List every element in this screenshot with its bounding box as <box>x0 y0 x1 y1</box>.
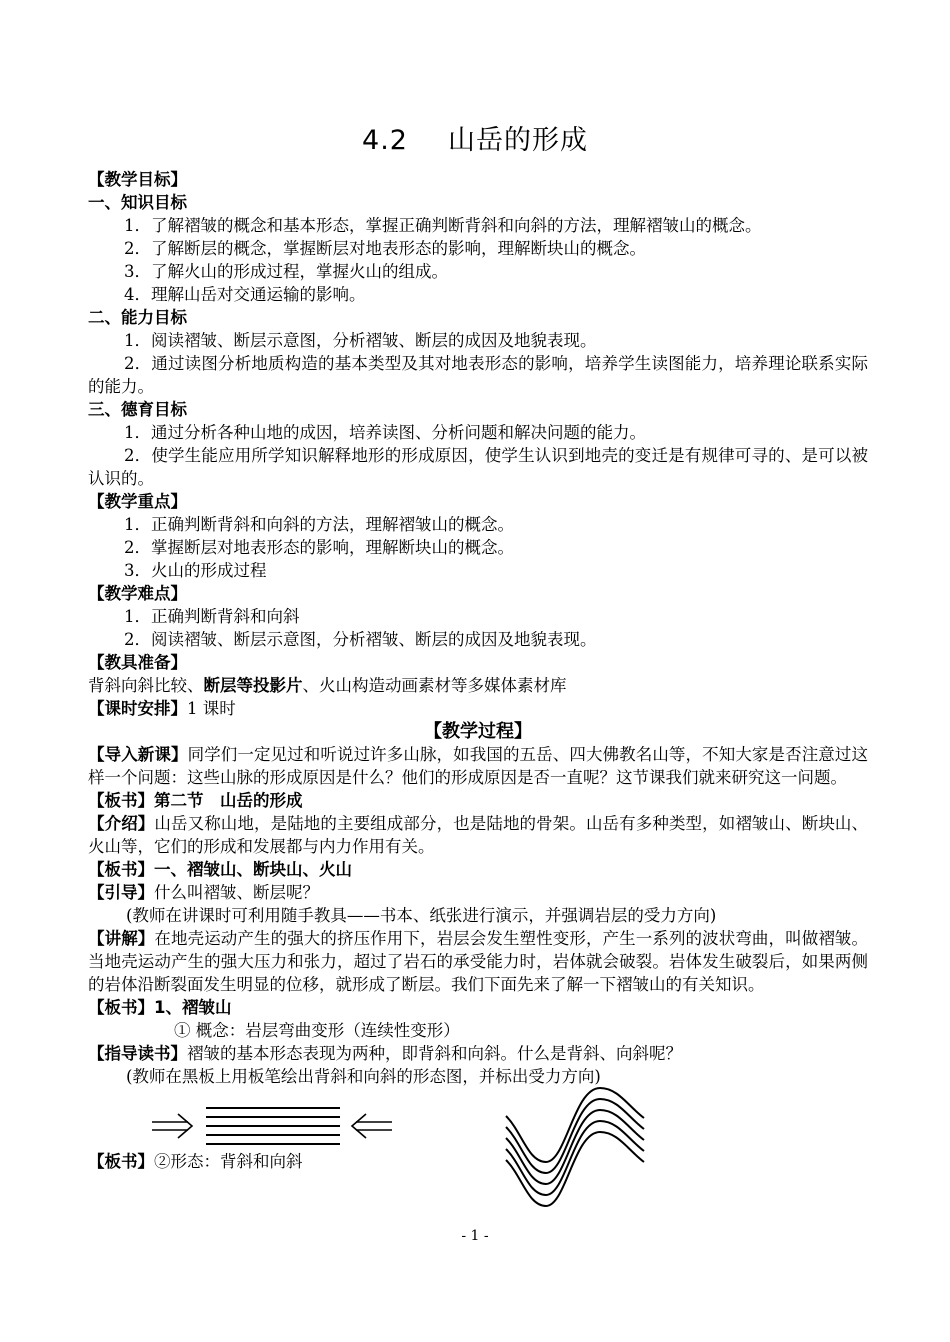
guide-note: (教师在讲课时可利用随手教具——书本、纸张进行演示，并强调岩层的受力方向) <box>126 906 717 925</box>
section-goals: 【教学目标】 <box>88 170 187 189</box>
read-note: (教师在黑板上用板笔绘出背斜和向斜的形态图，并标出受力方向) <box>126 1067 601 1086</box>
schedule-line <box>88 697 868 720</box>
figure-row <box>88 1094 868 1184</box>
section-process: 【教学过程】 <box>424 721 532 742</box>
horizontal-strata-figure <box>148 1102 398 1154</box>
key-item: 1．正确判断背斜和向斜的方法，理解褶皱山的概念。 <box>124 515 514 534</box>
moral-item: 1．通过分析各种山地的成因，培养读图、分析问题和解决问题的能力。 <box>124 423 646 442</box>
schedule-value: 1 课时 <box>187 699 236 718</box>
knowledge-item: 2．了解断层的概念，掌握断层对地表形态的影响，理解断块山的概念。 <box>124 239 646 258</box>
left-arrow-icon <box>352 1114 392 1138</box>
concept-line: ① 概念：岩层弯曲变形（连续性变形） <box>174 1021 460 1040</box>
guide-line: 【引导】什么叫褶皱、断层呢？ <box>88 883 319 902</box>
moral-item: 2．使学生能应用所学知识解释地形的形成原因，使学生认识到地壳的变迁是有规律可寻的、是可以被认识的。 <box>88 446 868 488</box>
explain-paragraph: 【讲解】在地壳运动产生的强大的挤压作用下，岩层会发生塑性变形，产生一系列的波状弯曲，叫做褶皱。当地壳运动产生的强大压力和张力，超过了岩石的承受能力时，岩体就会破裂。岩体发生破裂后，如果两侧的岩体沿断裂面发生明显的位移，就形成了断层。我们下面先来了解一下褶皱山的有关知识。 <box>88 929 869 994</box>
right-arrow-icon <box>152 1114 192 1138</box>
section-knowledge: 一、知识目标 <box>88 193 187 212</box>
folded-strata-figure <box>500 1078 650 1210</box>
knowledge-item: 1．了解褶皱的概念和基本形态，掌握正确判断背斜和向斜的方法，理解褶皱山的概念。 <box>124 216 762 235</box>
folded-rock-layers <box>506 1088 644 1206</box>
board-line-4: 【板书】②形态：背斜和向斜 <box>88 1152 303 1171</box>
section-ability: 二、能力目标 <box>88 308 187 327</box>
intro-paragraph: 【导入新课】同学们一定见过和听说过许多山脉，如我国的五岳、四大佛教名山等，不知大家是否注意过这样一个问题：这些山脉的形成原因是什么？他们的形成原因是否一直呢？这节课我们就来研究这一问题。 <box>88 745 869 787</box>
ability-item: 1．阅读褶皱、断层示意图，分析褶皱、断层的成因及地貌表现。 <box>124 331 597 350</box>
board-line-2: 【板书】一、褶皱山、断块山、火山 <box>88 860 352 879</box>
section-difficult-points: 【教学难点】 <box>88 584 187 603</box>
section-tools: 【教具准备】 <box>88 653 187 672</box>
rock-layers <box>206 1108 340 1144</box>
difficult-item: 2．阅读褶皱、断层示意图，分析褶皱、断层的成因及地貌表现。 <box>124 630 597 649</box>
section-key-points: 【教学重点】 <box>88 492 187 511</box>
schedule-label: 【课时安排】 <box>88 699 187 718</box>
board-line-3: 【板书】1、褶皱山 <box>88 998 232 1017</box>
difficult-item: 1．正确判断背斜和向斜 <box>124 607 300 626</box>
ability-item: 2．通过读图分析地质构造的基本类型及其对地表形态的影响，培养学生读图能力，培养理论联系实际的能力。 <box>88 354 868 396</box>
section-moral: 三、德育目标 <box>88 400 187 419</box>
page-number: - 1 - <box>461 1228 489 1244</box>
key-item: 3．火山的形成过程 <box>124 561 267 580</box>
document-body <box>88 168 868 1184</box>
title-text: 山岳的形成 <box>447 125 588 156</box>
present-paragraph: 【介绍】山岳又称山地，是陆地的主要组成部分，也是陆地的骨架。山岳有多种类型，如褶皱山、断块山、火山等，它们的形成和发展都与内力作用有关。 <box>88 814 869 856</box>
title-number: 4.2 <box>362 125 408 156</box>
knowledge-item: 3．了解火山的形成过程，掌握火山的组成。 <box>124 262 448 281</box>
tools-text: 背斜向斜比较、断层等投影片、火山构造动画素材等多媒体素材库 <box>88 676 567 695</box>
read-line: 【指导读书】褶皱的基本形态表现为两种，即背斜和向斜。什么是背斜、向斜呢？ <box>88 1044 682 1063</box>
board-line-1: 【板书】第二节 山岳的形成 <box>88 791 303 810</box>
knowledge-item: 4．理解山岳对交通运输的影响。 <box>124 285 366 304</box>
page-title <box>0 118 950 157</box>
key-item: 2．掌握断层对地表形态的影响，理解断块山的概念。 <box>124 538 514 557</box>
